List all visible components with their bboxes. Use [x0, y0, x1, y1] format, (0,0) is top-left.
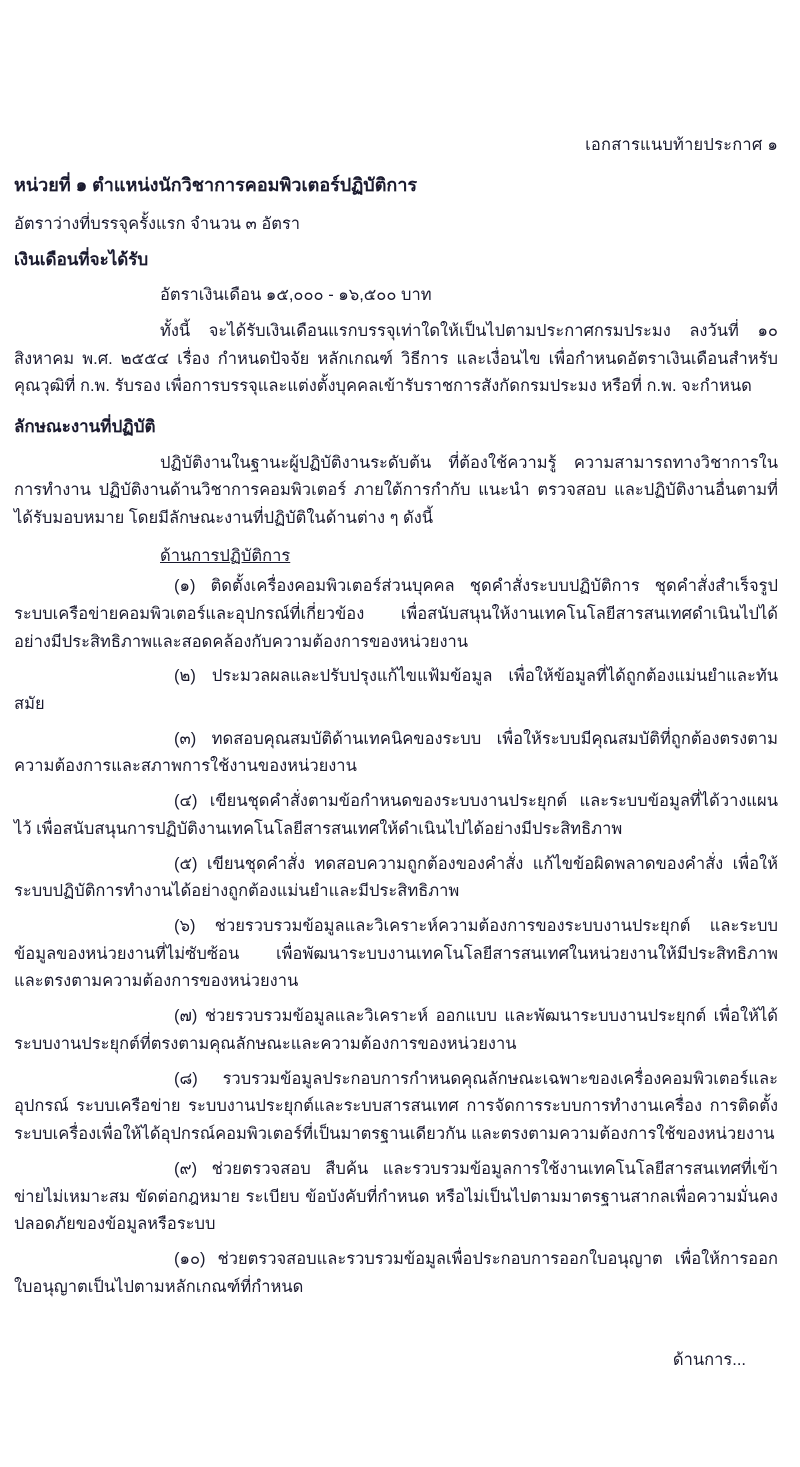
duty-item: (๔) เขียนชุดคำสั่งตามข้อกำหนดของระบบงานประยุกต์ และระบบข้อมูลที่ได้วางแผนไว้ เพื่อสนับสนุนการปฏิบัติงานเทคโนโลยีสารสนเทศให้ดำเนินไปได้อย่างมีประสิทธิภาพ: [14, 792, 778, 838]
duty-item: (๗) ช่วยรวบรวมข้อมูลและวิเคราะห์ ออกแบบ และพัฒนาระบบงานประยุกต์ เพื่อให้ได้ระบบงานประยุกต์ที่ตรงตามคุณลักษณะและความต้องการของหน่วยงาน: [14, 1007, 778, 1053]
duty-item: (๖) ช่วยรวบรวมข้อมูลและวิเคราะห์ความต้องการของระบบงานประยุกต์ และระบบข้อมูลของหน่วยงานที่ไม่ซับซ้อน เพื่อพัฒนาระบบงานเทคโนโลยีสารสนเทศในหน่วยงานให้มีประสิทธิภาพ และตรงตามความต้องการของหน่วยงาน: [14, 917, 778, 991]
duty-item: (๘) รวบรวมข้อมูลประกอบการกำหนดคุณลักษณะเฉพาะของเครื่องคอมพิวเตอร์และอุปกรณ์ ระบบเครือข่าย ระบบงานประยุกต์และระบบสารสนเทศ การจัดการระบบการทำงานเครื่อง การติดตั้งระบบเครื่องเพื่อให้ได้อุปกรณ์คอมพิวเตอร์ที่เป็นมาตรฐานเดียวกัน และตรงตามความต้องการใช้ของหน่วยงาน: [14, 1069, 778, 1144]
unit-title: หน่วยที่ ๑ ตำแหน่งนักวิชาการคอมพิวเตอร์ปฏิบัติการ: [14, 175, 418, 195]
vacancy-line: อัตราว่างที่บรรจุครั้งแรก จำนวน ๓ อัตรา: [14, 215, 301, 233]
duty-item: (๒) ประมวลผลและปรับปรุงแก้ไขแฟ้มข้อมูล เพื่อให้ข้อมูลที่ได้ถูกต้องแม่นยำและทันสมัย: [14, 667, 778, 714]
section-label: [14, 543, 778, 569]
salary-rate: อัตราเงินเดือน ๑๕,๐๐๐ - ๑๖,๕๐๐ บาท: [160, 286, 432, 305]
duties-intro: ปฏิบัติงานในฐานะผู้ปฏิบัติงานระดับต้น ที่ต้องใช้ความรู้ ความสามารถทางวิชาการในการทำงาน ปฏิบัติงานด้านวิชาการคอมพิวเตอร์ ภายใต้การกำกับ แนะนำ ตรวจสอบ และปฏิบัติงานอื่นตามที่ได้รับมอบหมาย โดยมีลักษณะงานที่ปฏิบัติในด้านต่าง ๆ ดังนี้: [14, 453, 778, 528]
duty-item: (๕) เขียนชุดคำสั่ง ทดสอบความถูกต้องของคำสั่ง แก้ไขข้อผิดพลาดของคำสั่ง เพื่อให้ระบบปฏิบัติการทำงานได้อย่างถูกต้องแม่นยำและมีประสิทธิภาพ: [14, 854, 778, 901]
duty-item: (๓) ทดสอบคุณสมบัติด้านเทคนิคของระบบ เพื่อให้ระบบมีคุณสมบัติที่ถูกต้องตรงตามความต้องการและสภาพการใช้งานของหน่วยงาน: [14, 729, 778, 776]
document-header-right: เอกสารแนบท้ายประกาศ ๑: [585, 136, 778, 154]
salary-note: ทั้งนี้ จะได้รับเงินเดือนแรกบรรจุเท่าใดให้เป็นไปตามประกาศกรมประมง ลงวันที่ ๑๐ สิงหาคม พ.ศ. ๒๕๕๔ เรื่อง กำหนดปัจจัย หลักเกณฑ์ วิธีการ และเงื่อนไข เพื่อกำหนดอัตราเงินเดือนสำหรับคุณวุฒิที่ ก.พ. รับรอง เพื่อการบรรจุและแต่งตั้งบุคคลเข้ารับราชการสังกัดกรมประมง หรือที่ ก.พ. จะกำหนด: [14, 321, 778, 396]
salary-heading: เงินเดือนที่จะได้รับ: [14, 249, 149, 269]
section-label-text: ด้านการปฏิบัติการ: [160, 546, 291, 565]
footer-continuation: ด้านการ...: [672, 1351, 746, 1370]
duty-item: (๙) ช่วยตรวจสอบ สืบค้น และรวบรวมข้อมูลการใช้งานเทคโนโลยีสารสนเทศที่เข้าข่ายไม่เหมาะสม ขัดต่อกฎหมาย ระเบียบ ข้อบังคับที่กำหนด หรือไม่เป็นไปตามมาตรฐานสากลเพื่อความมั่นคงปลอดภัยของข้อมูลหรือระบบ: [14, 1159, 778, 1234]
duty-item: (๑๐) ช่วยตรวจสอบและรวบรวมข้อมูลเพื่อประกอบการออกใบอนุญาต เพื่อให้การออกใบอนุญาตเป็นไปตามหลักเกณฑ์ที่กำหนด: [14, 1249, 778, 1296]
duties-heading: ลักษณะงานที่ปฏิบัติ: [14, 417, 156, 437]
duty-item: (๑) ติดตั้งเครื่องคอมพิวเตอร์ส่วนบุคคล ชุดคำสั่งระบบปฏิบัติการ ชุดคำสั่งสำเร็จรูป ระบบเครือข่ายคอมพิวเตอร์และอุปกรณ์ที่เกี่ยวข้อง เพื่อสนับสนุนให้งานเทคโนโลยีสารสนเทศดำเนินไปได้อย่างมีประสิทธิภาพและสอดคล้องกับความต้องการของหน่วยงาน: [14, 577, 778, 651]
